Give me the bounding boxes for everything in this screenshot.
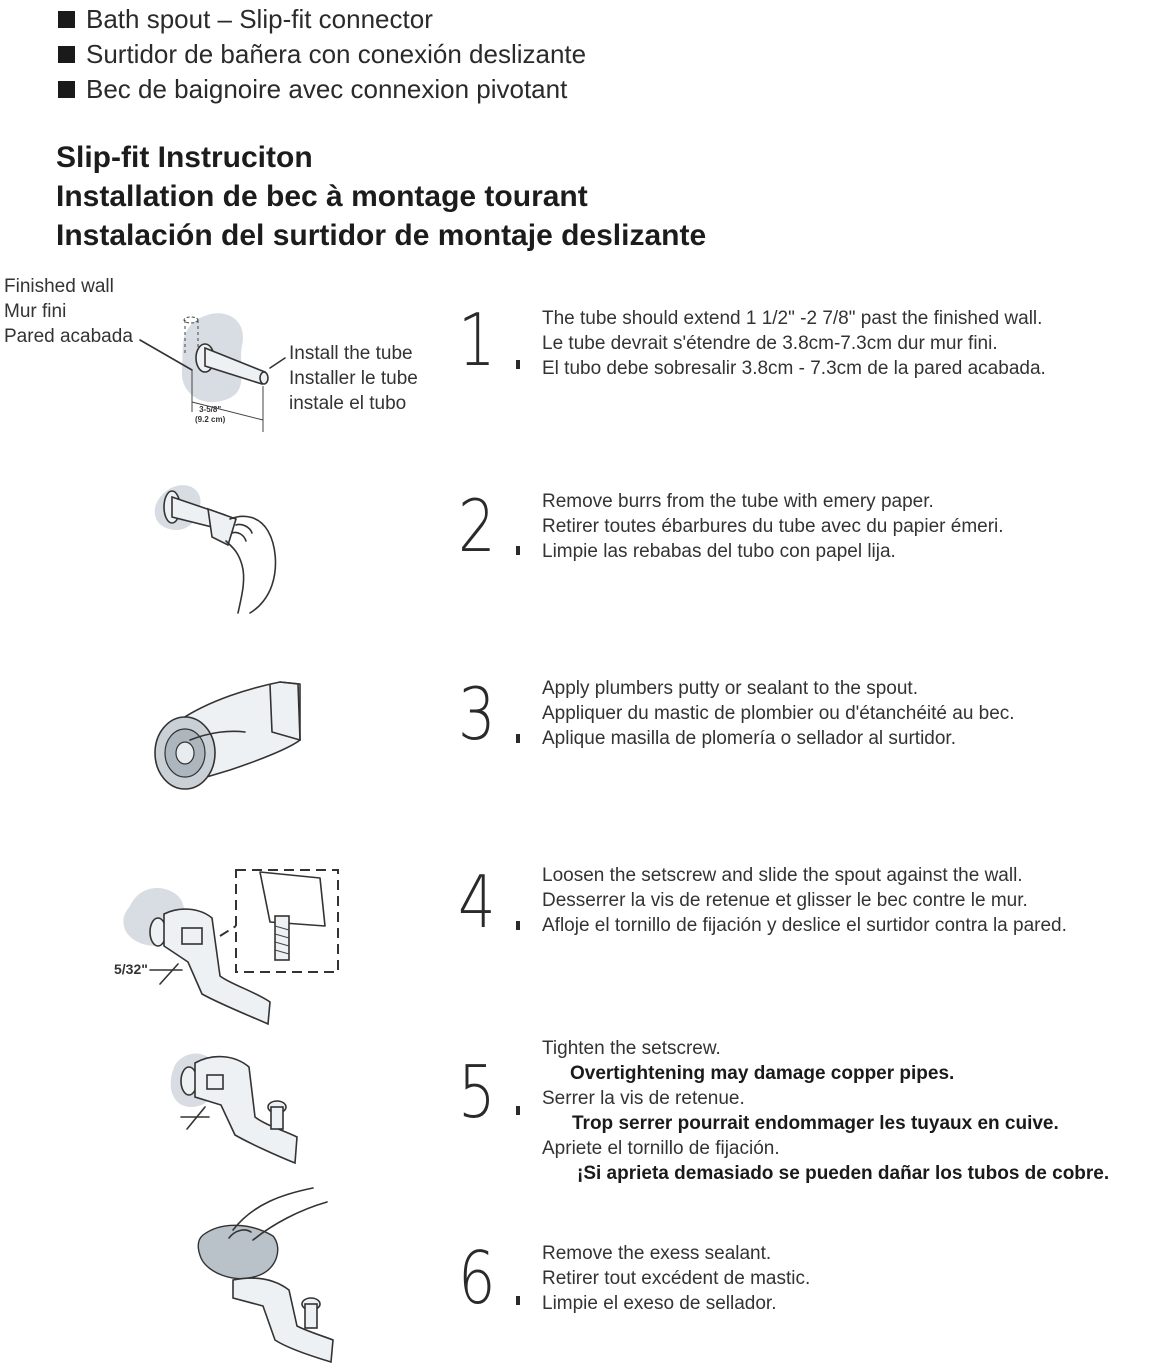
tighten-setscrew-illustration: [165, 1045, 305, 1170]
step-5-text: [542, 1036, 1109, 1186]
hex-key-size-label: 5/32": [114, 961, 148, 977]
step-line: Aplique masilla de plomería o sellador al surtidor.: [542, 728, 956, 749]
square-bullet-icon: [58, 46, 75, 63]
step-period: [516, 360, 520, 369]
step-line: Retirer tout excédent de mastic.: [542, 1268, 811, 1289]
step-3-text: [542, 676, 1015, 751]
heading-en: Slip-fit Instruciton: [56, 141, 313, 174]
tube-label-fr: Installer le tube: [289, 368, 418, 389]
step-line: Remove the exess sealant.: [542, 1243, 772, 1264]
wall-label-es: Pared acabada: [4, 326, 133, 347]
step-line: Remove burrs from the tube with emery paper.: [542, 491, 934, 512]
bullet-text: Bec de baignoire avec connexion pivotant: [86, 74, 568, 104]
step-line: Tighten the setscrew.: [542, 1038, 721, 1059]
step-number-1: 1: [458, 298, 496, 382]
step-line: The tube should extend 1 1/2" -2 7/8" past the finished wall.: [542, 308, 1043, 329]
loosen-setscrew-illustration: [120, 866, 345, 1028]
spout-sealant-illustration: [150, 670, 315, 795]
bullet-text: Bath spout – Slip-fit connector: [86, 4, 433, 34]
step-line: Serrer la vis de retenue.: [542, 1088, 745, 1109]
step-number-5: 5: [458, 1050, 496, 1134]
step-warning-en: Overtightening may damage copper pipes.: [570, 1063, 955, 1084]
bullet-item: [58, 72, 586, 107]
heading-es: Instalación del surtidor de montaje deslizante: [56, 219, 707, 252]
step-line: Apriete el tornillo de fijación.: [542, 1138, 780, 1159]
step-line: Limpie el exeso de sellador.: [542, 1293, 777, 1314]
install-tube-labels: [289, 341, 418, 416]
square-bullet-icon: [58, 11, 75, 28]
tube-label-en: Install the tube: [289, 343, 413, 364]
heading-fr: Installation de bec à montage tourant: [56, 180, 588, 213]
step-4-text: [542, 863, 1067, 938]
step-number-6: 6: [458, 1236, 496, 1320]
step-number-4: 4: [458, 860, 496, 944]
step-line: Appliquer du mastic de plombier ou d'étanchéité au bec.: [542, 703, 1015, 724]
step-line: Afloje el tornillo de fijación y deslice el surtidor contra la pared.: [542, 915, 1067, 936]
emery-paper-illustration: [150, 475, 290, 615]
wall-label-fr: Mur fini: [4, 301, 67, 322]
step-line: Retirer toutes ébarbures du tube avec du papier émeri.: [542, 516, 1004, 537]
instruction-headings: [56, 138, 706, 255]
bullet-text: Surtidor de bañera con conexión deslizante: [86, 39, 587, 69]
step-period: [516, 921, 520, 930]
step-line: Le tube devrait s'étendre de 3.8cm-7.3cm dur mur fini.: [542, 333, 998, 354]
step-line: El tubo debe sobresalir 3.8cm - 7.3cm de la pared acabada.: [542, 358, 1046, 379]
step-line: Apply plumbers putty or sealant to the spout.: [542, 678, 918, 699]
step-period: [516, 1296, 520, 1305]
bullet-item: [58, 2, 586, 37]
step-period: [516, 1106, 520, 1115]
bullet-item: [58, 37, 586, 72]
dimension-inches: 3-5/8": [199, 405, 222, 414]
step-number-2: 2: [458, 484, 496, 568]
wipe-sealant-illustration: [193, 1180, 338, 1365]
dimension-cm: (9.2 cm): [195, 415, 226, 424]
step-period: [516, 734, 520, 743]
step-6-text: [542, 1241, 810, 1316]
square-bullet-icon: [58, 81, 75, 98]
wall-label-en: Finished wall: [4, 276, 114, 297]
step-2-text: [542, 489, 1004, 564]
step-number-3: 3: [458, 672, 496, 756]
step-line: Limpie las rebabas del tubo con papel lija.: [542, 541, 896, 562]
step-line: Desserrer la vis de retenue et glisser le bec contre le mur.: [542, 890, 1028, 911]
tube-label-es: instale el tubo: [289, 393, 407, 414]
step-1-text: [542, 306, 1046, 381]
step-period: [516, 546, 520, 555]
step-line: Loosen the setscrew and slide the spout against the wall.: [542, 865, 1023, 886]
step-warning-es: ¡Si aprieta demasiado se pueden dañar los tubos de cobre.: [577, 1163, 1110, 1184]
product-bullet-list: [58, 2, 586, 107]
install-tube-illustration: [130, 300, 300, 435]
finished-wall-labels: [4, 274, 133, 349]
step-warning-fr: Trop serrer pourrait endommager les tuyaux en cuive.: [572, 1113, 1059, 1134]
